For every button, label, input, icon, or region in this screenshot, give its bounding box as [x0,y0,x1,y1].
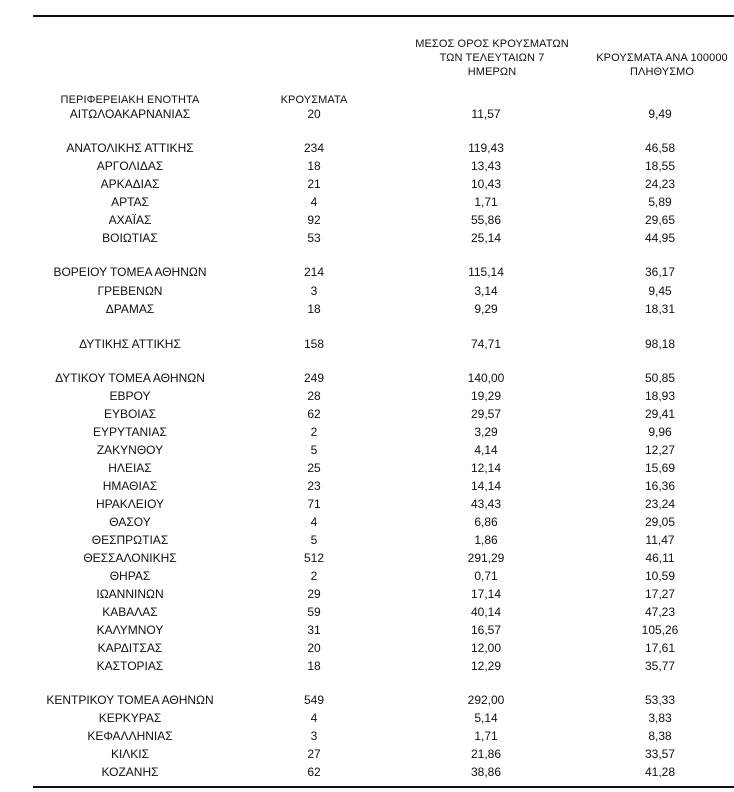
cases-per-100000-cell: 3,83 [648,711,672,725]
cases-per-100000-cell: 18,55 [644,159,676,173]
cases-cell: 20 [307,641,321,655]
table-row [0,710,734,727]
avg-7-days-cell: 12,29 [470,659,502,673]
table-row [0,158,734,175]
avg-7-days-cell: 40,14 [470,605,502,619]
header-region-label: ΠΕΡΙΦΕΡΕΙΑΚΗ ΕΝΟΤΗΤΑ [60,94,200,106]
cases-per-100000-cell: 41,28 [644,765,676,779]
avg-7-days-cell: 140,00 [467,371,505,385]
cases-cell: 3 [310,729,318,743]
avg-7-days-cell: 1,71 [474,195,498,209]
cases-cell: 21 [307,177,321,191]
cases-per-100000-cell: 18,93 [644,389,676,403]
region-cell: ΑΝΑΤΟΛΙΚΗΣ ΑΤΤΙΚΗΣ [66,141,194,155]
table-row [0,514,734,531]
cases-cell: 2 [310,569,318,583]
cases-per-100000-cell: 53,33 [644,693,676,707]
header-per-100000 [562,51,734,79]
cases-cell: 62 [307,765,321,779]
cases-cell: 158 [303,337,325,351]
avg-7-days-cell: 4,14 [474,443,498,457]
table-row [0,532,734,549]
cases-cell: 59 [307,605,321,619]
table-row [0,230,734,247]
cases-per-100000-cell: 15,69 [644,461,676,475]
avg-7-days-cell: 9,29 [474,302,498,316]
avg-7-days-cell: 21,86 [470,747,502,761]
avg-7-days-cell: 16,57 [470,623,502,637]
avg-7-days-cell: 292,00 [467,693,505,707]
region-cell: ΘΕΣΣΑΛΟΝΙΚΗΣ [83,551,177,565]
table-row [0,283,734,300]
avg-7-days-cell: 55,86 [470,213,502,227]
cases-per-100000-cell: 47,23 [644,605,676,619]
cases-per-100000-cell: 18,31 [644,302,676,316]
avg-7-days-cell: 25,14 [470,231,502,245]
avg-7-days-cell: 12,00 [470,641,502,655]
avg-7-days-cell: 6,86 [474,515,498,529]
region-cell: ΖΑΚΥΝΘΟΥ [96,443,164,457]
avg-7-days-cell: 29,57 [470,407,502,421]
region-cell: ΔΥΤΙΚΟΥ ΤΟΜΕΑ ΑΘΗΝΩΝ [55,371,205,385]
avg-7-days-cell: 0,71 [474,569,498,583]
region-cell: ΕΥΒΟΙΑΣ [103,407,157,421]
cases-per-100000-cell: 29,41 [644,407,676,421]
table-row [0,764,734,781]
region-cell: ΒΟΙΩΤΙΑΣ [102,231,158,245]
table-row [0,370,734,387]
cases-cell: 27 [307,747,321,761]
region-cell: ΔΥΤΙΚΗΣ ΑΤΤΙΚΗΣ [79,337,181,351]
cases-cell: 25 [307,461,321,475]
header-per-line-2: ΠΛΗΘΥΣΜΟ [629,66,695,78]
cases-cell: 2 [310,425,318,439]
cases-per-100000-cell: 98,18 [644,337,676,351]
table-row [0,442,734,459]
region-cell: ΚΟΖΑΝΗΣ [101,765,159,779]
table-row [0,301,734,318]
table-row [0,692,734,709]
cases-cell: 62 [307,407,321,421]
avg-7-days-cell: 119,43 [468,141,504,155]
table-bottom-rule [33,786,734,788]
cases-per-100000-cell: 50,85 [644,371,676,385]
cases-per-100000-cell: 17,61 [644,641,676,655]
table-row [0,640,734,657]
region-cell: ΘΑΣΟΥ [109,515,151,529]
avg-7-days-cell: 19,29 [470,389,502,403]
cases-cell: 214 [303,265,325,279]
cases-per-100000-cell: 46,58 [644,141,676,155]
cases-per-100000-cell: 105,26 [641,623,679,637]
avg-7-days-cell: 3,29 [474,425,498,439]
region-cell: ΗΛΕΙΑΣ [108,461,152,475]
avg-7-days-cell: 5,14 [474,711,498,725]
cases-cell: 234 [303,141,325,155]
table-row [0,406,734,423]
table-row [0,140,734,157]
cases-cell: 92 [307,213,321,227]
cases-cell: 20 [307,107,321,121]
cases-cell: 29 [307,587,321,601]
region-cell: ΚΑΣΤΟΡΙΑΣ [96,659,164,673]
header-per-line-1: ΚΡΟΥΣΜΑΤΑ ΑΝΑ 100000 [596,52,728,64]
header-cases [268,93,360,107]
cases-per-100000-cell: 29,05 [644,515,676,529]
table-row [0,212,734,229]
table-row [0,336,734,353]
cases-cell: 23 [307,479,321,493]
region-cell: ΘΗΡΑΣ [109,569,151,583]
cases-cell: 4 [310,515,318,529]
avg-7-days-cell: 13,43 [470,159,502,173]
region-cell: ΑΡΤΑΣ [111,195,149,209]
cases-cell: 249 [303,371,325,385]
avg-7-days-cell: 17,14 [470,587,502,601]
cases-cell: 18 [307,659,321,673]
table-row [0,478,734,495]
cases-cell: 5 [310,443,318,457]
table-row [0,568,734,585]
avg-7-days-cell: 115,14 [468,265,504,279]
avg-7-days-cell: 38,86 [470,765,502,779]
cases-per-100000-cell: 35,77 [644,659,676,673]
table-row [0,550,734,567]
cases-cell: 512 [303,551,325,565]
cases-cell: 5 [310,533,318,547]
table-row [0,176,734,193]
table-row [0,586,734,603]
region-cell: ΑΧΑΪΑΣ [108,213,152,227]
region-cell: ΚΕΡΚΥΡΑΣ [98,711,162,725]
cases-cell: 71 [307,497,321,511]
cases-per-100000-cell: 46,11 [645,551,675,565]
cases-per-100000-cell: 24,23 [644,177,676,191]
cases-cell: 18 [307,302,321,316]
header-region [40,93,220,107]
table-row [0,622,734,639]
region-cell: ΗΜΑΘΙΑΣ [102,479,158,493]
table-row [0,264,734,281]
table-top-rule [33,15,734,17]
avg-7-days-cell: 11,57 [471,107,501,121]
region-cell: ΔΡΑΜΑΣ [105,302,155,316]
header-avg-line-1: ΜΕΣΟΣ ΟΡΟΣ ΚΡΟΥΣΜΑΤΩΝ [415,38,569,50]
table-row [0,424,734,441]
table-row [0,658,734,675]
avg-7-days-cell: 3,14 [474,284,498,298]
cases-cell: 3 [310,284,318,298]
cases-per-100000-cell: 12,27 [644,443,676,457]
region-cell: ΕΒΡΟΥ [109,389,151,403]
region-cell: ΒΟΡΕΙΟΥ ΤΟΜΕΑ ΑΘΗΝΩΝ [53,265,207,279]
table-row [0,496,734,513]
cases-cell: 31 [307,623,321,637]
header-avg-line-2: ΤΩΝ ΤΕΛΕΥΤΑΙΩΝ 7 [439,52,545,64]
table-row [0,460,734,477]
header-cases-label: ΚΡΟΥΣΜΑΤΑ [280,94,348,106]
header-avg-line-3: ΗΜΕΡΩΝ [467,66,517,78]
region-cell: ΙΩΑΝΝΙΝΩΝ [96,587,164,601]
cases-per-100000-cell: 9,96 [648,425,672,439]
cases-cell: 4 [310,195,318,209]
cases-cell: 28 [307,389,321,403]
cases-per-100000-cell: 29,65 [644,213,676,227]
avg-7-days-cell: 74,71 [470,337,502,351]
cases-cell: 53 [307,231,321,245]
cases-cell: 549 [303,693,325,707]
table-row [0,106,734,123]
region-cell: ΓΡΕΒΕΝΩΝ [97,284,163,298]
region-cell: ΑΙΤΩΛΟΑΚΑΡΝΑΝΙΑΣ [69,107,191,121]
avg-7-days-cell: 43,43 [470,497,502,511]
region-cell: ΘΕΣΠΡΩΤΙΑΣ [91,533,169,547]
cases-per-100000-cell: 44,95 [644,231,676,245]
cases-cell: 4 [310,711,318,725]
avg-7-days-cell: 14,14 [470,479,502,493]
region-cell: ΚΑΒΑΛΑΣ [102,605,158,619]
region-cell: ΚΑΛΥΜΝΟΥ [96,623,164,637]
cases-per-100000-cell: 36,17 [644,265,676,279]
cases-per-100000-cell: 5,89 [648,195,672,209]
cases-per-100000-cell: 9,49 [648,107,672,121]
cases-per-100000-cell: 11,47 [645,533,675,547]
region-cell: ΕΥΡΥΤΑΝΙΑΣ [93,425,167,439]
cases-per-100000-cell: 23,24 [644,497,676,511]
avg-7-days-cell: 1,71 [474,729,498,743]
cases-per-100000-cell: 10,59 [644,569,676,583]
table-row [0,746,734,763]
region-cell: ΑΡΚΑΔΙΑΣ [100,177,160,191]
avg-7-days-cell: 291,29 [467,551,505,565]
table-row [0,388,734,405]
avg-7-days-cell: 10,43 [470,177,502,191]
table-row [0,728,734,745]
cases-per-100000-cell: 33,57 [644,747,676,761]
avg-7-days-cell: 12,14 [470,461,502,475]
region-cell: ΚΕΝΤΡΙΚΟΥ ΤΟΜΕΑ ΑΘΗΝΩΝ [46,693,214,707]
cases-per-100000-cell: 17,27 [644,587,676,601]
cases-cell: 18 [307,159,321,173]
table-row [0,194,734,211]
cases-per-100000-cell: 9,45 [648,284,672,298]
region-cell: ΚΕΦΑΛΛΗΝΙΑΣ [87,729,173,743]
table-row [0,604,734,621]
cases-per-100000-cell: 8,38 [648,729,672,743]
region-cell: ΚΙΛΚΙΣ [110,747,150,761]
region-cell: ΗΡΑΚΛΕΙΟΥ [95,497,165,511]
region-cell: ΚΑΡΔΙΤΣΑΣ [97,641,163,655]
avg-7-days-cell: 1,86 [474,533,498,547]
cases-per-100000-cell: 16,36 [644,479,676,493]
region-cell: ΑΡΓΟΛΙΔΑΣ [96,159,164,173]
